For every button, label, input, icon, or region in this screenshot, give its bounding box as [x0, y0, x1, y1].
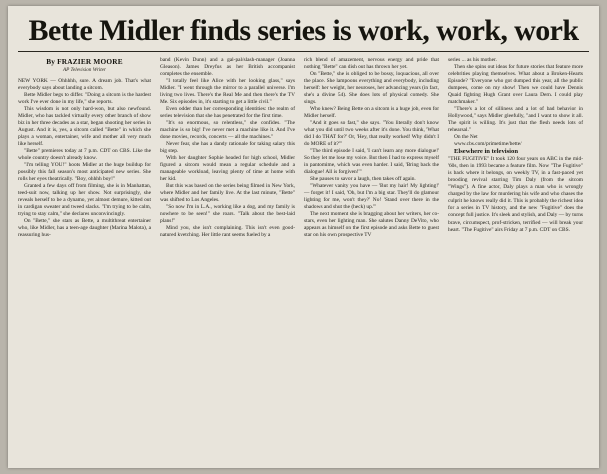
paragraph: "I'm telling YOU!" hoots Midler at the huge buildup for possibly this fall season's most anticipated new series. She rolls her eyes theatrically. "Boy, ohhhh boy!": [18, 162, 151, 183]
article-column-4: [448, 57, 583, 455]
paragraph: "It's so enormous, so relentless," she confides. "The machine is so big! I've never met a machine like it. And I've done movies, records, concerts — all the machines.": [160, 119, 295, 140]
paragraph: series ... as his mother.: [448, 56, 497, 63]
paragraph: With her daughter Sophie headed for high school, Midler figured a sitcom would mean a regular schedule and a manageable workload, leaving plenty of time at home with her kid.: [160, 154, 295, 182]
paragraph: "The third episode I said, 'I can't learn any more dialogue!' So they let me lose my voice. But then I had to express myself in pantomime, which was even harder. I said, 'Bring back the dialogue! All is forgiven!'": [304, 147, 439, 175]
page-content: [18, 14, 589, 462]
paragraph: "There's a lot of silliness and a lot of bad behavior in Hollywood," says Midler gleefully, "and I want to show it all. The spirit is willing. It's just that the flesh needs lots of rehearsal.": [448, 105, 583, 133]
paragraph: "So now I'm in L.A., working like a dog, and my family is nowhere to be seen!" she roars. "Talk about the best-laid plans!": [160, 203, 295, 224]
paragraph: The next moment she is bragging about her writers, her co-stars, even her lighting man. She salutes Danny DeVito, who appears as himself on the first episode and asks Bette to guest star on his own prospective TV: [304, 210, 439, 238]
paragraph: She pauses to savor a laugh, then takes off again.: [310, 175, 416, 182]
paragraph: "Whatever vanity you have — 'But my hair! My lighting!' — forget it! I said, 'Oh, but I'm a big star. They'll do glamour lighting for me, won't they?' No! 'Stand over there in the shadows and shut the (heck) up.'": [304, 182, 439, 210]
paragraph: "I totally feel like Alice with her looking glass," says Midler. "I went through the mirror to a parallel universe. I'm living two lives. There's the Real Me and then there's the TV Me. Six episodes in, it's starting to get a little civil.": [160, 77, 295, 105]
paragraph: Then she spins out ideas for future stories that feature more celebrities playing themselves. What about a Broken-Hearts Episode? "Everyone who got dumped this year, all the public dumpees, come on my show! Then we could have Dennis Quaid fighting Hugh Grant over Laura Dern. I could play matchmaker.": [448, 63, 583, 105]
on-the-net-label: On the Net: [454, 133, 478, 140]
paragraph: Never fear, she has a dandy rationale for taking salary this big step.: [160, 140, 295, 154]
paragraph: "And it goes so fast," she says. "You literally don't know what you did until two weeks after it's done. You think, 'What did I do THAT for?' Or, 'Hey, that really worked! Why didn't I do MORE of it?'": [304, 119, 439, 147]
paragraph: But this was based on the series being filmed in New York, where Midler and her family live. At the last minute, "Bette" was shifted to Los Angeles.: [160, 182, 295, 203]
paragraph: "Bette" premieres today at 7 p.m. CDT on CBS. Like the whole country doesn't already know.: [18, 147, 151, 161]
article-columns: [18, 57, 589, 455]
paragraph: band (Kevin Dunn) and a gal-pal/slash-manager (Joanna Gleason). James Dreyfus as her British accompanist completes the ensemble.: [160, 56, 295, 77]
paragraph: This wisdom is not only hard-won, but also newfound. Midler, who has tackled virtually every other branch of show biz in her three decades as a star, began shooting her series in August. And it is, yes, a sitcom called "Bette" in which she plays a woman, entertainer, wife and mother all very much like herself.: [18, 105, 151, 147]
paragraph: Mind you, she isn't complaining. This isn't even good-natured kvetching. Her little rant seems fueled by a: [160, 224, 295, 238]
article-column-3: [304, 57, 439, 455]
newspaper-page: [8, 6, 599, 468]
paragraph: On "Bette," she stars as Bette, a multithreat entertainer who, like Midler, has a teen-age daughter (Marina Malota), a reassuring hus-: [18, 218, 151, 239]
paragraph: "THE FUGITIVE" It took 120 four years on ABC in the mid-'60s, then in 1993 became a feature film. Now "The Fugitive" is back where it belongs, on weekly TV, in a fast-paced yet brooding revival starring Tim Daly (from the sitcom "Wings"). A fine actor, Daly plays a man who is wrongly charged by the law for murdering his wife and who chases the culprit he knows really did it. This is probably the richest idea for a series in TV history, and the new "Fugitive" does the concept full justice. It's sleek and stylish, and Daly — by turns brave, circumspect, prof-stricken, terrified — will break your heart. "The Fugitive" airs Friday at 7 p.m. CDT on CBS.: [448, 156, 583, 233]
paragraph: NEW YORK — Ohhhhh, sure. A dream job. That's what everybody says about landing a sitcom.: [18, 77, 151, 91]
paragraph: Even odder than her corresponding identities: the realm of series television that she has penetrated for the first time.: [160, 105, 295, 119]
article-column-2: [160, 57, 295, 455]
article-url[interactable]: www.cbs.com/primetime/bette/: [454, 140, 522, 147]
article-column-1: [18, 57, 151, 455]
headline-divider: [18, 51, 589, 52]
section-subhead: Elsewhere in television: [454, 147, 518, 155]
paragraph: Bette Midler begs to differ. "Doing a sitcom is the hardest work I've ever done in my life," she reports.: [18, 91, 151, 105]
paragraph: Granted a few days off from filming, she is in Manhattan, teed-suit now, talking up her show. Not surprisingly, she reveals herself to be a dynamo, yet almost demure, kitted out in cardigan sweater and tweed slacks. "I'm trying to be calm, trying to stay calm," she declares unconvincingly.: [18, 183, 151, 218]
page-title: Bette Midler finds series is work, work, work: [28, 14, 579, 47]
paragraph: Who knew? Being Bette on a sitcom is a huge job, even for Midler herself.: [304, 105, 439, 119]
paragraph: On "Bette," she is obliged to be bossy, loquacious, all over the place. She lampoons everything and everybody, including herself: her weight, her neuroses, her advancing years (in fact, she's a divine 54). She does lots of physical comedy. She sings.: [304, 70, 439, 105]
byline: [18, 57, 151, 74]
paragraph: rich blend of amazement, nervous energy and pride that nothing "Bette" can dish out has thrown her yet.: [304, 56, 439, 70]
byline-author: By FRAZIER MOORE: [46, 56, 123, 66]
byline-organization: AP Television Writer: [63, 67, 106, 74]
